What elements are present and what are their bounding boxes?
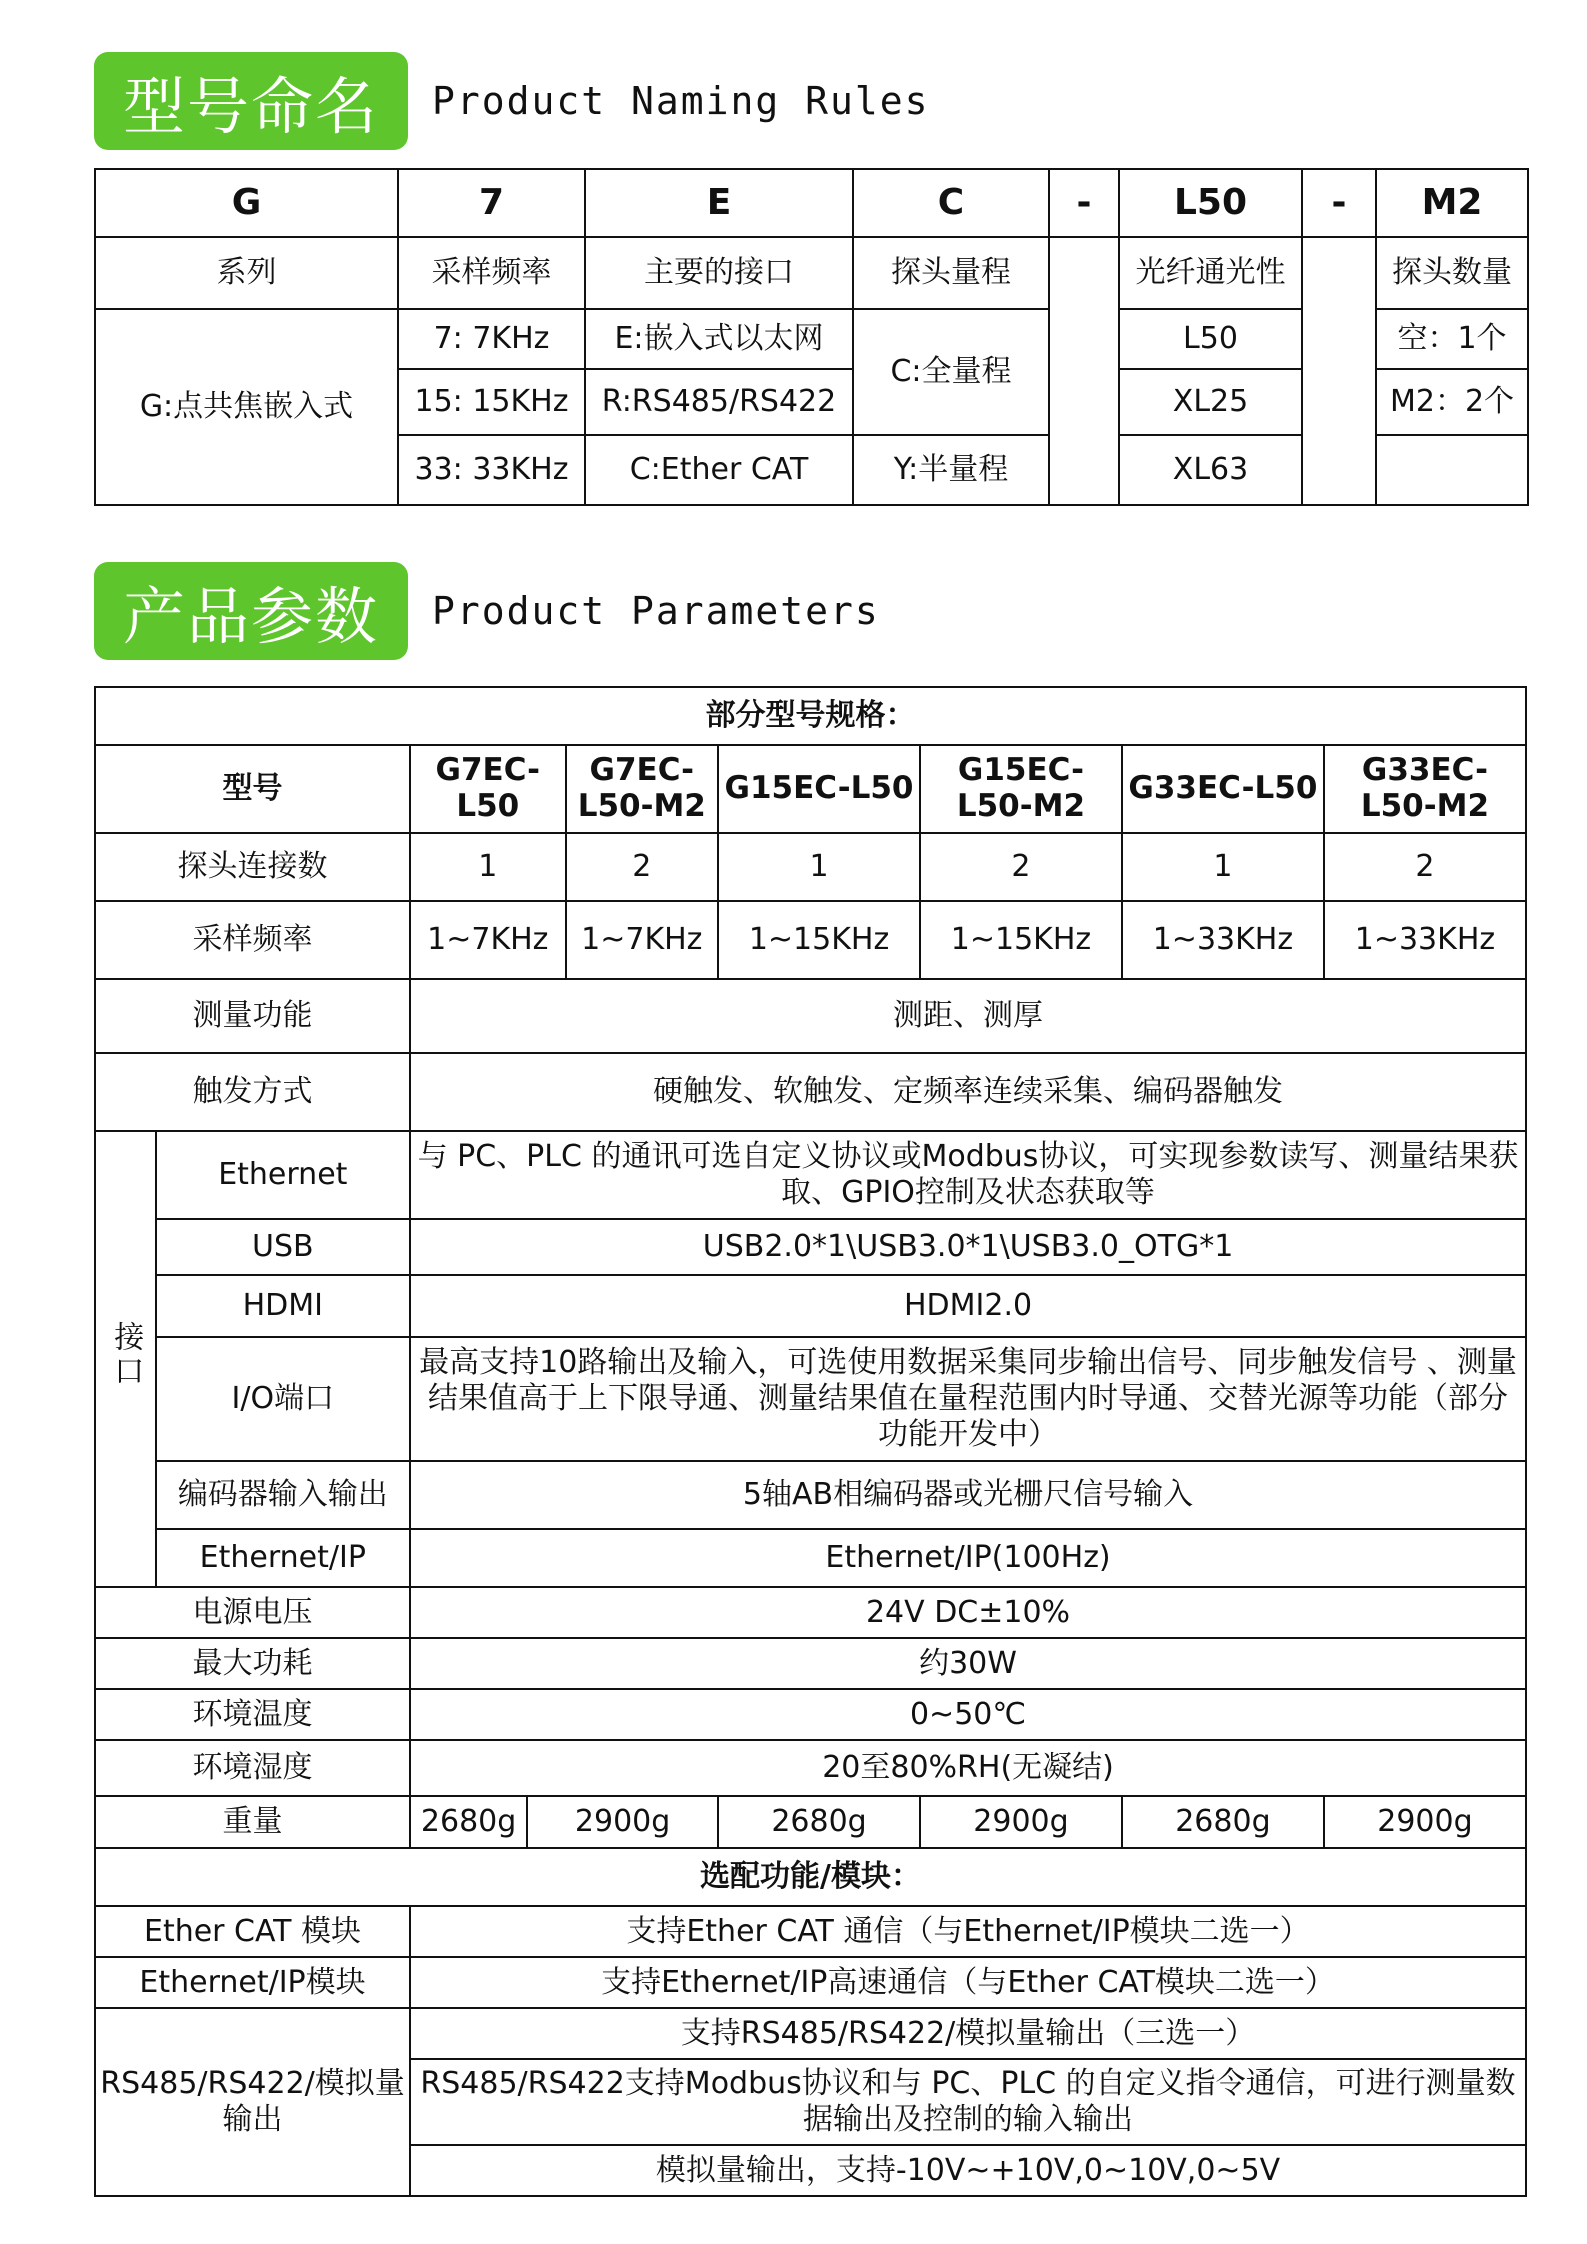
encoder-value: 5轴AB相编码器或光栅尺信号输入 (410, 1461, 1526, 1529)
usb-label: USB (156, 1219, 410, 1275)
range-2: Y:半量程 (853, 435, 1049, 505)
spec-title-row (95, 687, 1526, 745)
range-1: C:全量程 (853, 309, 1049, 435)
io-value: 最高支持10路输出及输入，可选使用数据采集同步输出信号、同步触发信号 、测量结果值高于上下限导通、测量结果值在量程范围内时导通、交替光源等功能（部分功能开发中） (410, 1337, 1526, 1461)
voltage-value: 24V DC±10% (410, 1587, 1526, 1638)
ethernet-value: 与 PC、PLC 的通讯可选自定义协议或Modbus协议，可实现参数读写、测量结果获取、GPIO控制及状态获取等 (410, 1131, 1526, 1219)
power-value: 约30W (410, 1638, 1526, 1689)
rs-label: RS485/RS422/模拟量输出 (95, 2008, 410, 2196)
dash-col-1 (1049, 237, 1119, 505)
probe-5: 1 (1122, 833, 1324, 901)
model-row (95, 745, 1526, 833)
rs-row-1 (95, 2008, 1526, 2059)
weight-5: 2680g (1122, 1796, 1324, 1848)
iface-group-label (95, 1131, 156, 1587)
model-1: G7EC-L50 (410, 745, 566, 833)
model-4: G15EC-L50-M2 (920, 745, 1122, 833)
code-count: M2 (1376, 169, 1528, 237)
fiber-3: XL63 (1119, 435, 1302, 505)
params-title-cn: 产品参数 (94, 562, 408, 660)
eipmod-row (95, 1957, 1526, 2008)
freq-val-4: 1~15KHz (920, 901, 1122, 979)
freq-val-6: 1~33KHz (1324, 901, 1526, 979)
eip-label: Ethernet/IP (156, 1529, 410, 1587)
weight-2: 2900g (527, 1796, 718, 1848)
voltage-row (95, 1587, 1526, 1638)
count-1: 空：1个 (1376, 309, 1528, 369)
temp-row (95, 1689, 1526, 1740)
humid-row (95, 1740, 1526, 1796)
dash-col-2 (1302, 237, 1376, 505)
header-range: 探头量程 (853, 237, 1049, 309)
rs-value-3: 模拟量输出，支持-10V~+10V,0~10V,0~5V (410, 2145, 1526, 2196)
trigger-row (95, 1053, 1526, 1131)
params-section-header (94, 562, 880, 660)
measure-label: 测量功能 (95, 979, 410, 1053)
probe-6: 2 (1324, 833, 1526, 901)
freq-val-3: 1~15KHz (718, 901, 920, 979)
ethernet-label: Ethernet (156, 1131, 410, 1219)
code-row (95, 169, 1528, 237)
weight-label: 重量 (95, 1796, 410, 1848)
naming-table (94, 168, 1529, 506)
weight-3: 2680g (718, 1796, 920, 1848)
iface-2: R:RS485/RS422 (585, 369, 853, 435)
rs-value-2: RS485/RS422支持Modbus协议和与 PC、PLC 的自定义指令通信，可进行测量数据输出及控制的输入输出 (410, 2059, 1526, 2145)
freq-2: 15: 15KHz (398, 369, 585, 435)
power-row (95, 1638, 1526, 1689)
spec-title: 部分型号规格： (95, 687, 1526, 745)
fiber-1: L50 (1119, 309, 1302, 369)
fiber-2: XL25 (1119, 369, 1302, 435)
eipmod-label: Ethernet/IP模块 (95, 1957, 410, 2008)
humid-label: 环境湿度 (95, 1740, 410, 1796)
power-label: 最大功耗 (95, 1638, 410, 1689)
header-freq: 采样频率 (398, 237, 585, 309)
eipmod-value: 支持Ethernet/IP高速通信（与Ether CAT模块二选一） (410, 1957, 1526, 2008)
io-label: I/O端口 (156, 1337, 410, 1461)
series-cell: G:点共焦嵌入式 (95, 309, 398, 505)
code-dash-1: - (1049, 169, 1119, 237)
trigger-value: 硬触发、软触发、定频率连续采集、编码器触发 (410, 1053, 1526, 1131)
header-count: 探头数量 (1376, 237, 1528, 309)
hdmi-label: HDMI (156, 1275, 410, 1337)
freq-row (95, 901, 1526, 979)
hdmi-value: HDMI2.0 (410, 1275, 1526, 1337)
count-3 (1376, 435, 1528, 505)
code-iface: E (585, 169, 853, 237)
ethercat-row (95, 1906, 1526, 1957)
measure-value: 测距、测厚 (410, 979, 1526, 1053)
temp-label: 环境温度 (95, 1689, 410, 1740)
usb-value: USB2.0*1\USB3.0*1\USB3.0_OTG*1 (410, 1219, 1526, 1275)
freq-3: 33: 33KHz (398, 435, 585, 505)
model-2: G7EC-L50-M2 (566, 745, 718, 833)
probe-row (95, 833, 1526, 901)
freq-val-1: 1~7KHz (410, 901, 566, 979)
model-3: G15EC-L50 (718, 745, 920, 833)
usb-row (95, 1219, 1526, 1275)
temp-value: 0~50℃ (410, 1689, 1526, 1740)
eip-row (95, 1529, 1526, 1587)
code-dash-2: - (1302, 169, 1376, 237)
measure-row (95, 979, 1526, 1053)
weight-row (95, 1796, 1526, 1848)
naming-title-en: Product Naming Rules (432, 79, 930, 123)
model-label: 型号 (95, 745, 410, 833)
probe-4: 2 (920, 833, 1122, 901)
freq-val-5: 1~33KHz (1122, 901, 1324, 979)
naming-header-row (95, 237, 1528, 309)
encoder-label: 编码器输入输出 (156, 1461, 410, 1529)
freq-val-2: 1~7KHz (566, 901, 718, 979)
iface-1: E:嵌入式以太网 (585, 309, 853, 369)
header-iface: 主要的接口 (585, 237, 853, 309)
model-6: G33EC-L50-M2 (1324, 745, 1526, 833)
option-title-row (95, 1848, 1526, 1906)
probe-label: 探头连接数 (95, 833, 410, 901)
iface-label: 接口 (108, 1320, 144, 1389)
eip-value: Ethernet/IP(100Hz) (410, 1529, 1526, 1587)
header-fiber: 光纤通光性 (1119, 237, 1302, 309)
iface-3: C:Ether CAT (585, 435, 853, 505)
trigger-label: 触发方式 (95, 1053, 410, 1131)
weight-1: 2680g (410, 1796, 527, 1848)
header-series: 系列 (95, 237, 398, 309)
weight-4: 2900g (920, 1796, 1122, 1848)
ethercat-value: 支持Ether CAT 通信（与Ethernet/IP模块二选一） (410, 1906, 1526, 1957)
freq-1: 7: 7KHz (398, 309, 585, 369)
code-series: G (95, 169, 398, 237)
code-freq: 7 (398, 169, 585, 237)
ethernet-row (95, 1131, 1526, 1219)
params-title-en: Product Parameters (432, 589, 880, 633)
ethercat-label: Ether CAT 模块 (95, 1906, 410, 1957)
code-fiber: L50 (1119, 169, 1302, 237)
probe-3: 1 (718, 833, 920, 901)
naming-section-header (94, 52, 930, 150)
count-2: M2：2个 (1376, 369, 1528, 435)
encoder-row (95, 1461, 1526, 1529)
naming-title-cn: 型号命名 (94, 52, 408, 150)
io-row (95, 1337, 1526, 1461)
rs-value-1: 支持RS485/RS422/模拟量输出（三选一） (410, 2008, 1526, 2059)
probe-1: 1 (410, 833, 566, 901)
model-5: G33EC-L50 (1122, 745, 1324, 833)
freq-label: 采样频率 (95, 901, 410, 979)
params-table (94, 686, 1527, 2197)
option-title: 选配功能/模块： (95, 1848, 1526, 1906)
voltage-label: 电源电压 (95, 1587, 410, 1638)
probe-2: 2 (566, 833, 718, 901)
hdmi-row (95, 1275, 1526, 1337)
code-range: C (853, 169, 1049, 237)
weight-6: 2900g (1324, 1796, 1526, 1848)
humid-value: 20至80%RH(无凝结) (410, 1740, 1526, 1796)
